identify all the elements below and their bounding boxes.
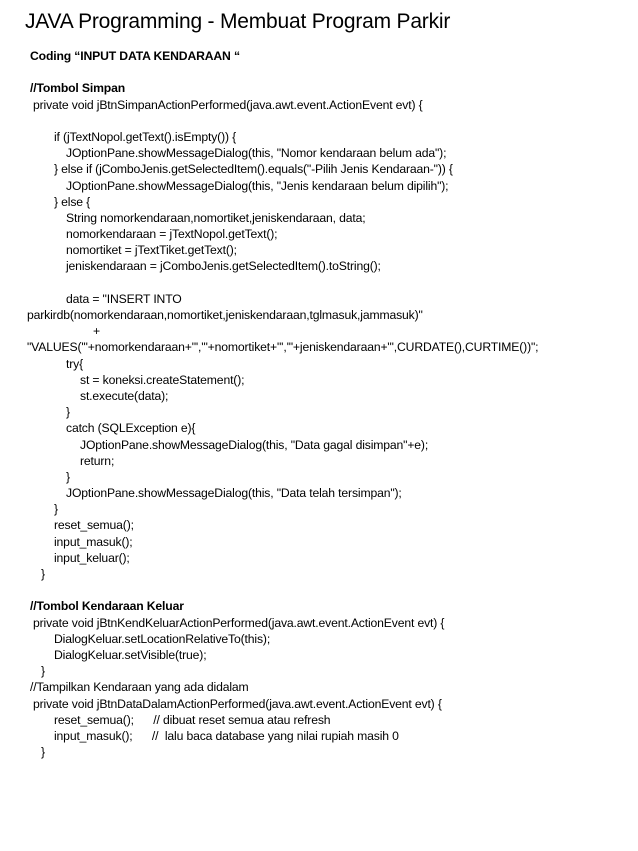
code-line: private void jBtnSimpanActionPerformed(java.awt.event.ActionEvent evt) { — [33, 97, 423, 112]
code-line: input_masuk(); // lalu baca database yang nilai rupiah masih 0 — [54, 728, 399, 743]
code-line: } — [66, 469, 70, 484]
code-line: JOptionPane.showMessageDialog(this, "Data gagal disimpan"+e); — [80, 437, 429, 452]
code-heading-line: //Tombol Simpan — [30, 81, 126, 96]
code-line: } — [66, 405, 70, 420]
code-line: JOptionPane.showMessageDialog(this, "Jenis kendaraan belum dipilih"); — [66, 178, 449, 193]
code-line: try{ — [66, 356, 84, 371]
code-line: st = koneksi.createStatement(); — [80, 372, 245, 387]
code-line: input_keluar(); — [54, 550, 130, 565]
code-line: } — [41, 664, 45, 679]
code-line: JOptionPane.showMessageDialog(this, "Data telah tersimpan"); — [66, 486, 402, 501]
code-line: input_masuk(); — [54, 534, 133, 549]
code-line: jeniskendaraan = jComboJenis.getSelectedItem().toString(); — [66, 259, 381, 274]
code-blank-line — [0, 582, 638, 598]
code-line: reset_semua(); // dibuat reset semua atau refresh — [54, 712, 331, 727]
slide-title: JAVA Programming - Membuat Program Parkir — [25, 10, 451, 33]
code-line: "VALUES('"+nomorkendaraan+"','"+nomortiket+"','"+jeniskendaraan+"',CURDATE(),CURTIME())"; — [27, 340, 539, 355]
code-line: private void jBtnKendKeluarActionPerformed(java.awt.event.ActionEvent evt) { — [33, 615, 445, 630]
code-line: nomortiket = jTextTiket.getText(); — [66, 243, 237, 258]
code-line: nomorkendaraan = jTextNopol.getText(); — [66, 227, 278, 242]
code-line: parkirdb(nomorkendaraan,nomortiket,jeniskendaraan,tglmasuk,jammasuk)" — [27, 308, 423, 322]
code-line: + — [93, 324, 100, 339]
code-line: JOptionPane.showMessageDialog(this, "Nomor kendaraan belum ada"); — [66, 146, 447, 161]
code-heading-line: Coding “INPUT DATA KENDARAAN “ — [30, 49, 240, 63]
code-block — [0, 48, 638, 760]
code-line: catch (SQLException e){ — [66, 421, 196, 436]
code-line: DialogKeluar.setLocationRelativeTo(this); — [54, 631, 271, 646]
code-line: } — [41, 745, 45, 760]
code-line: //Tampilkan Kendaraan yang ada didalam — [30, 680, 249, 695]
code-line: reset_semua(); — [54, 518, 134, 533]
code-blank-line — [0, 113, 638, 129]
code-line: return; — [80, 453, 115, 468]
code-line: } else if (jComboJenis.getSelectedItem().equals("-Pilih Jenis Kendaraan-")) { — [54, 162, 453, 177]
code-blank-line — [0, 275, 638, 291]
code-line: st.execute(data); — [80, 388, 169, 403]
code-line: private void jBtnDataDalamActionPerformed(java.awt.event.ActionEvent evt) { — [33, 696, 442, 711]
code-line: String nomorkendaraan,nomortiket,jeniskendaraan, data; — [66, 210, 366, 225]
code-line: } — [41, 567, 45, 581]
code-line: DialogKeluar.setVisible(true); — [54, 647, 207, 662]
code-line: } — [54, 502, 58, 517]
code-line: } else { — [54, 194, 91, 209]
code-heading-line: //Tombol Kendaraan Keluar — [30, 599, 184, 614]
code-line: data = "INSERT INTO — [66, 291, 182, 306]
code-line: if (jTextNopol.getText().isEmpty()) { — [54, 129, 237, 144]
code-blank-line — [0, 64, 638, 80]
